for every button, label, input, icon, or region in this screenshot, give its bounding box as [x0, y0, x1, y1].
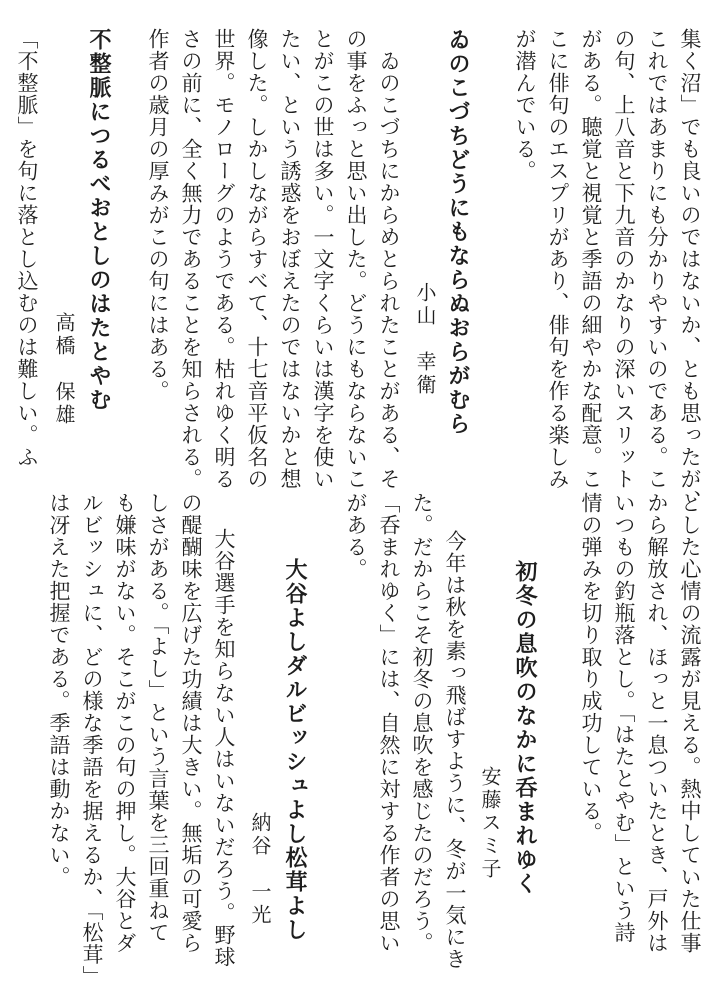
commentary-line: 大谷選手を知らない人はいないだろう。野球 — [212, 528, 236, 968]
commentary-line: も嫌味がない。そこがこの句の押し。大谷とダ — [113, 492, 137, 954]
bottom-cont-line-4: 情の弾みを切り取り成功している。 — [579, 492, 603, 844]
commentary-line: しさがある。「よし」という言葉を三回重ねて — [146, 492, 170, 944]
haiku-title-naya: 大谷よしダルビッシュよし松茸よし — [282, 558, 308, 942]
commentary-line: 世界。モノローグのようである。枯れゆく明る — [212, 28, 236, 490]
top-cont-line-6: が潜んでいる。 — [513, 28, 537, 182]
commentary-line: の事をふっと思い出した。どうにもならないこ — [344, 28, 368, 490]
haiku-title-takahashi: 不整脈につるべおとしのはたとやむ — [86, 28, 112, 412]
commentary-line: の醍醐味を広げた功績は大きい。無垢の可愛ら — [179, 492, 203, 954]
bottom-cont-line-2: から解放され、ほっと一息ついたとき、戸外は — [645, 492, 669, 954]
commentary-line: は冴えた把握である。季語は動かない。 — [47, 492, 71, 888]
haiku-author-takahashi: 高橋 保雄 — [52, 312, 76, 427]
top-cont-line-4: がある。聴覚と視覚と季語の細やかな配意。こ — [579, 28, 603, 490]
haiku-author-naya: 納谷 一光 — [248, 812, 272, 927]
top-cont-line-1: 集く沼」でも良いのではないか、とも思ったが、 — [678, 28, 702, 512]
bottom-cont-line-1: とした心情の流露が見える。熱中していた仕事 — [678, 492, 702, 954]
commentary-line: 作者の歳月の厚みがこの句にはある。 — [146, 28, 170, 402]
top-cont-line-3: の句、上八音と下九音のかなりの深いスリット — [612, 28, 636, 490]
bottom-cont-line-3: いつもの釣瓶落とし。「はたとやむ」という詩 — [612, 492, 636, 944]
haiku-title-ando: 初冬の息吹のなかに呑まれゆく — [512, 560, 538, 896]
commentary-line: たい、という誘惑をおぼえたのではないかと想 — [278, 28, 302, 490]
commentary-line: さの前に、全く無力であることを知らされる。 — [179, 28, 203, 490]
commentary-line: とがこの世は多い。一文字くらいは漢字を使い — [311, 28, 335, 490]
top-cont-line-5: こに俳句のエスプリがあり、俳句を作る楽しみ — [546, 28, 570, 490]
commentary-line: た。だからこそ初冬の息吹を感じたのだろう。 — [410, 492, 434, 954]
commentary-line: 像した。しかしながらすべて、十七音平仮名の — [245, 28, 269, 490]
commentary-line: ゐのこづちにからめとられたことがある、そ — [377, 28, 401, 490]
commentary-line: 今年は秋を素っ飛ばすように、冬が一気にき — [443, 530, 467, 970]
top-cont-line-2: これではあまりにも分かりやすいのである。こ — [645, 28, 669, 490]
commentary-line: 「呑まれゆく」には、自然に対する作者の思い — [377, 492, 401, 954]
commentary-line: 「不整脈」を句に落とし込むのは難しい。ふ — [15, 28, 39, 468]
haiku-author-oyama: 小山 幸衛 — [413, 282, 437, 397]
commentary-line: がある。 — [344, 492, 368, 580]
haiku-author-ando: 安藤スミ子 — [478, 766, 502, 881]
commentary-line: ルビッシュに、どの様な季語を据えるか、「松茸」 — [80, 492, 104, 988]
haiku-title-oyama: ゐのこづちどうにもならぬおらがむら — [445, 28, 471, 436]
